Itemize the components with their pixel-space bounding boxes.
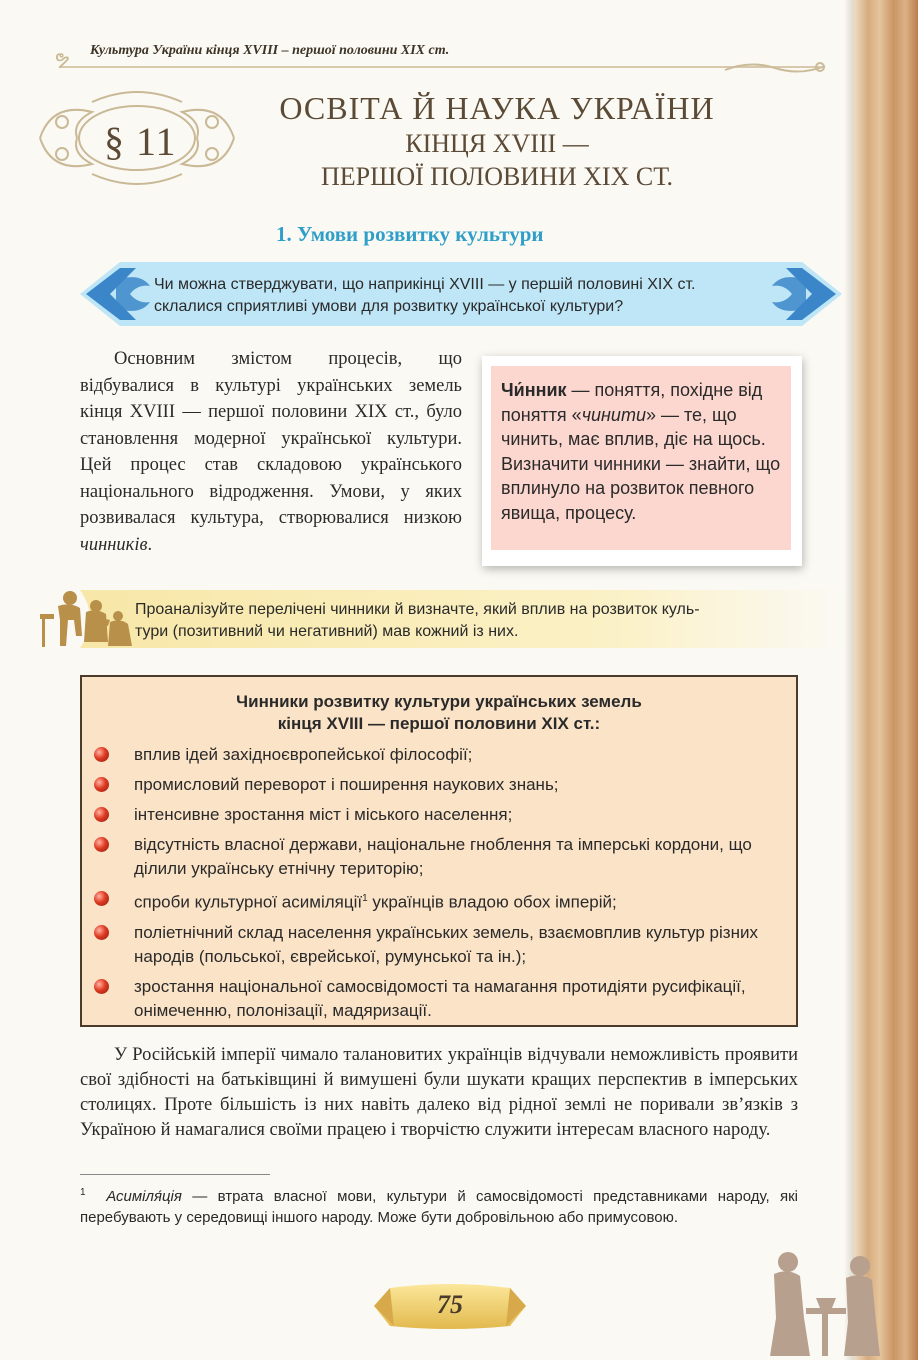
running-head: Культура України кінця XVIII – першої половини XIX ст.	[90, 43, 450, 58]
factor-text: поліетнічний склад населення українських земель, взаємовплив культур різних народів (польської, єврейської, румунської та ін.);	[134, 922, 758, 966]
page-number-badge	[370, 1280, 530, 1332]
page-edge-shadow	[844, 0, 854, 1360]
factor-text: вплив ідей західноєвропейської філософії;	[134, 745, 473, 764]
definition-part-2: » — те, що чинить, має вплив, діє на щось. Визначити чинники — знайти, що вплинуло на розвиток певного явища, процесу.	[501, 404, 781, 523]
factor-text: інтенсивне зростання міст і міського населення;	[134, 805, 513, 824]
scroll-ornament-icon	[720, 58, 830, 78]
bullet-icon	[94, 777, 109, 792]
question-line-2: склалися сприятливі умови для розвитку української культури?	[154, 298, 624, 315]
list-item	[94, 833, 784, 881]
definition-italic: чинити	[581, 404, 646, 425]
bullet-icon	[94, 807, 109, 822]
factor-text: промисловий переворот і поширення наукових знань;	[134, 775, 559, 794]
intro-end: .	[147, 534, 153, 555]
bullet-icon	[94, 979, 109, 994]
bullet-icon	[94, 925, 109, 940]
running-head-rule	[60, 66, 820, 68]
list-item	[94, 887, 784, 915]
footnote	[80, 1183, 798, 1228]
factor-text: зростання національної самосвідомості та намагання протидіяти русифікації, онімеченню, полонізації, мадяризації.	[134, 976, 746, 1020]
factors-box	[80, 675, 798, 1027]
factors-title	[82, 691, 796, 735]
paragraph-number: § 11	[104, 119, 177, 164]
list-item	[94, 743, 784, 767]
bullet-icon	[94, 747, 109, 762]
title-line-1: ОСВІТА Й НАУКА УКРАЇНИ	[279, 90, 715, 126]
footnote-rule	[80, 1174, 270, 1175]
intro-paragraph	[80, 346, 462, 558]
footnote-number: 1	[80, 1187, 86, 1198]
list-item	[94, 921, 784, 969]
intro-text: Основним змістом процесів, що відбувалися в культурі українських земель кінця XVIII — першої половини XIX ст., було становлення модерної української культури. Цей процес став складовою українського національного відродження. Умови, у яких розвивалася культура, створювалися низкою	[80, 349, 462, 528]
bullet-icon	[94, 837, 109, 852]
definition-term: Чи́нник	[501, 380, 567, 400]
footnote-text: — втрата власної мови, культури й самосвідомості представниками народу, які перебувають у середовищі іншого народу. Може бути добровільною або примусовою.	[80, 1188, 799, 1226]
people-at-table-icon	[760, 1248, 890, 1358]
section-heading: 1. Умови розвитку культури	[276, 222, 544, 246]
footnote-term: Асиміля́ція	[106, 1188, 182, 1205]
factor-text: відсутність власної держави, національне гноблення та імперські кордони, що ділили українську етнічну територію;	[134, 835, 752, 878]
title-line-2: КІНЦЯ XVIII —	[405, 129, 589, 158]
task-line-1: Проаналізуйте перелічені чинники й визначте, який вплив на розвиток куль-	[135, 601, 700, 618]
footnote-marker: 1	[362, 893, 368, 904]
lower-paragraph-text: У Російській імперії чимало талановитих українців відчували неможливість проявити свої здібності на батьківщині й вимушені були шукати кращих перспектив в імперських столицях. Проте більшість із них навіть далеко від рідної землі не поривали зв’язків з Україною й намагалися своїми працею і творчістю служити інтересам власного народу.	[80, 1045, 798, 1140]
task-line-2: тури (позитивний чи негативний) мав кожний із них.	[135, 623, 519, 640]
factor-text-rest: українців владою обох імперій;	[367, 892, 617, 912]
factors-title-line-1: Чинники розвитку культури українських земель	[236, 692, 642, 711]
page-title	[262, 88, 732, 193]
page-number: 75	[437, 1290, 463, 1319]
list-item	[94, 803, 784, 827]
question-line-1: Чи можна стверджувати, що наприкінці XVIII — у першій половині XIX ст.	[154, 276, 696, 293]
question-text	[154, 274, 774, 318]
bullet-icon	[94, 891, 109, 906]
wood-edge-decoration	[854, 0, 918, 1360]
list-item	[94, 773, 784, 797]
definition-text	[501, 378, 781, 525]
curl-ornament-icon: ຯ	[54, 48, 70, 70]
intro-italic-term: чинників	[80, 534, 148, 555]
definition-part-1: — поняття, похідне від поняття «	[501, 380, 763, 425]
lower-paragraph	[80, 1043, 798, 1143]
factors-title-line-2: кінця XVIII — першої половини XIX ст.:	[277, 714, 601, 733]
list-item	[94, 975, 784, 1023]
factors-list	[94, 743, 784, 1029]
task-text	[135, 599, 795, 643]
title-line-3: ПЕРШОЇ ПОЛОВИНИ XIX СТ.	[321, 161, 673, 191]
factor-text: спроби культурної асиміляції	[134, 892, 363, 912]
